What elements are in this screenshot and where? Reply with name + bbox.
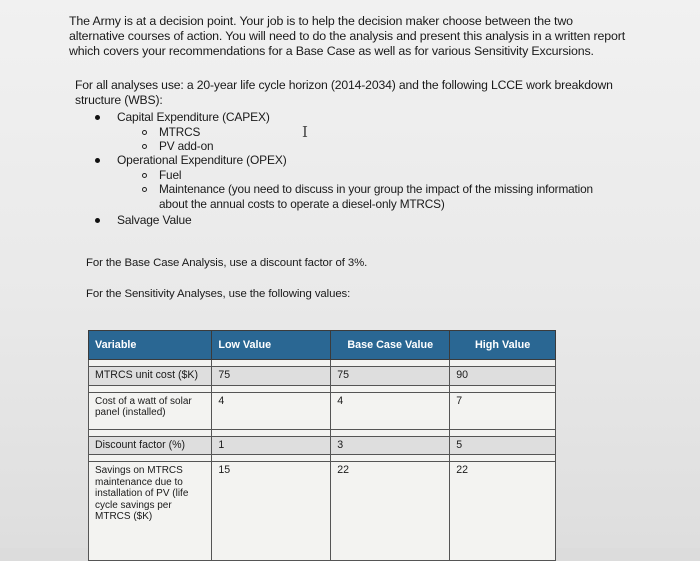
header-high: High Value [450,331,556,360]
base-case-note: For the Base Case Analysis, use a discount factor of 3%. [86,257,368,269]
wbs-item-capex: Capital Expenditure (CAPEX) [75,110,635,125]
cell-variable: Cost of a watt of solar panel (installed) [89,392,212,429]
table-header-row [89,331,556,360]
circle-bullet-icon [142,144,147,149]
wbs-subitem-fuel: Fuel [75,168,635,182]
cell-high: 22 [450,462,556,561]
bullet-icon [95,115,100,120]
cell-variable: MTRCS unit cost ($K) [89,367,212,386]
cell-base: 4 [331,392,450,429]
table-row [89,392,556,429]
intro-line: The Army is at a decision point. Your job is to help the decision maker choose between the two [69,14,573,28]
circle-bullet-icon [142,187,147,192]
scope-line: For all analyses use: a 20-year life cycle horizon (2014-2034) and the following LCCE work breakdown [75,78,613,92]
circle-bullet-icon [142,130,147,135]
table-row [89,436,556,455]
cell-base: 75 [331,367,450,386]
cell-low: 75 [212,367,331,386]
bullet-icon [95,218,100,223]
cell-low: 15 [212,462,331,561]
cell-high: 5 [450,436,556,455]
intro-line: alternative courses of action. You will need to do the analysis and present this analysis in a written report [69,29,626,43]
wbs-subitem-mtrcs: MTRCS [75,125,635,139]
wbs-subitem-maintenance: Maintenance (you need to discuss in your group the impact of the missing information about the annual costs to operate a diesel-only MTRCS) [75,182,635,211]
wbs-item-salvage: Salvage Value [75,213,635,228]
cell-high: 7 [450,392,556,429]
cell-high: 90 [450,367,556,386]
intro-paragraph [69,14,629,59]
header-low: Low Value [212,331,331,360]
intro-line: which covers your recommendations for a Base Case as well as for various Sensitivity Excursions. [69,44,594,58]
cell-variable: Savings on MTRCS maintenance due to installation of PV (life cycle savings per MTRCS ($K) [89,462,212,561]
sensitivity-table [88,330,556,561]
analysis-scope [75,78,635,228]
sensitivity-note: For the Sensitivity Analyses, use the following values: [86,288,351,300]
header-variable: Variable [89,331,212,360]
header-base: Base Case Value [331,331,450,360]
cell-low: 1 [212,436,331,455]
bullet-icon [95,158,100,163]
wbs-subitem-pv-addon: PV add-on [75,139,635,153]
cell-variable: Discount factor (%) [89,436,212,455]
wbs-item-opex: Operational Expenditure (OPEX) [75,153,635,168]
table-row [89,462,556,561]
circle-bullet-icon [142,173,147,178]
table-row [89,367,556,386]
cell-base: 3 [331,436,450,455]
text-cursor-icon: I [302,123,308,141]
scope-line: structure (WBS): [75,93,163,107]
wbs-list [75,110,635,228]
cell-base: 22 [331,462,450,561]
cell-low: 4 [212,392,331,429]
